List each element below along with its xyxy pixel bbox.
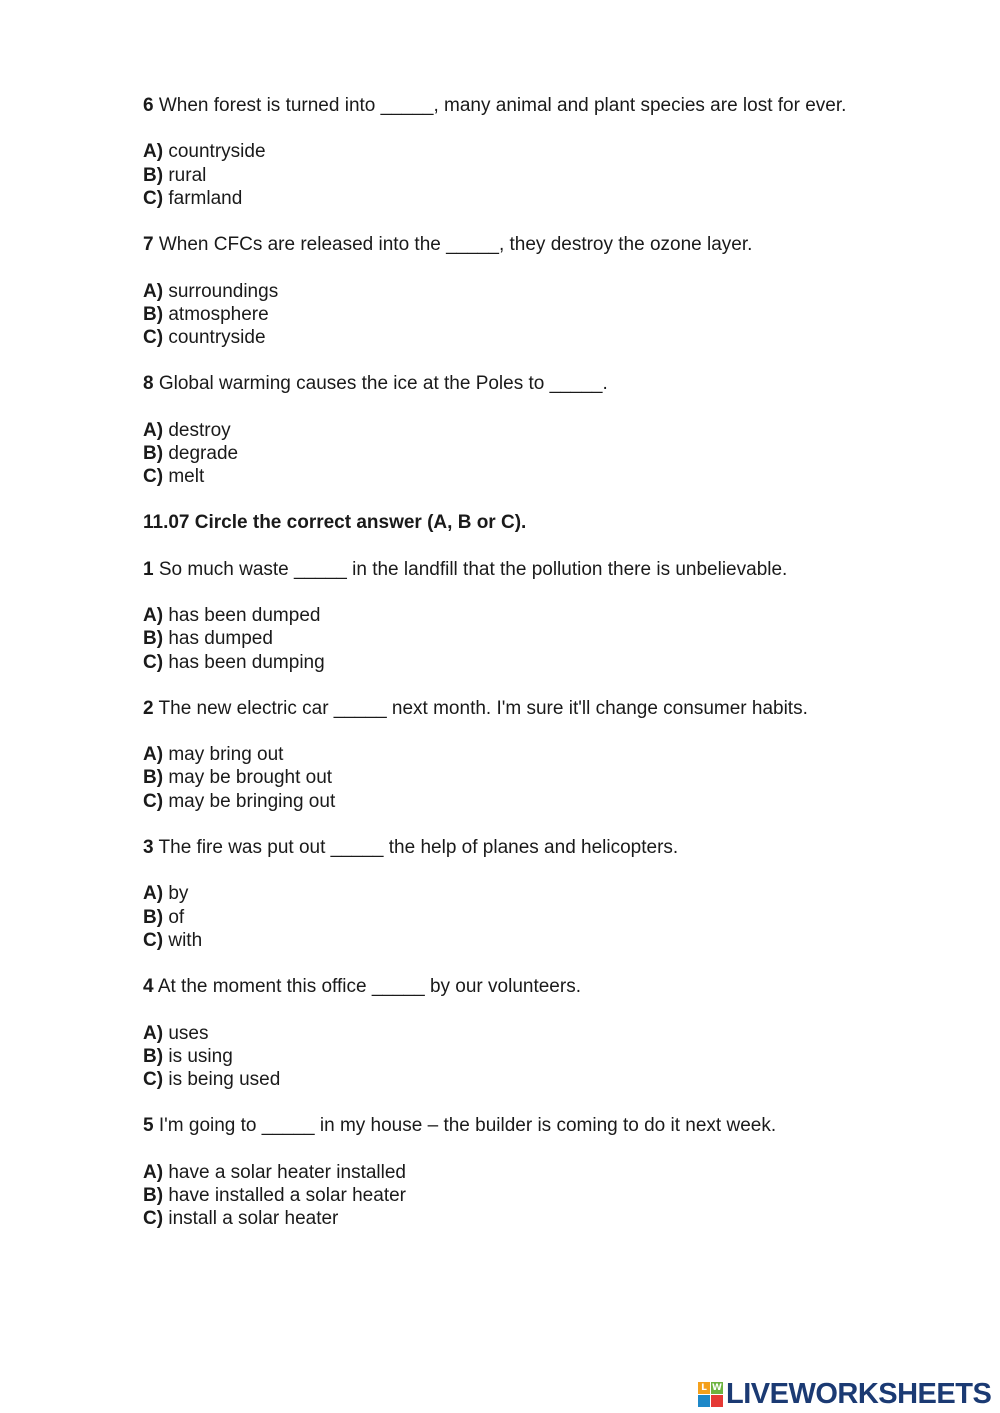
answer-option[interactable] — [143, 743, 963, 766]
worksheet — [143, 94, 963, 1230]
option-text: surroundings — [168, 280, 279, 302]
question-text: The new electric car _____ next month. I'm sure it'll change consumer habits. — [158, 697, 808, 719]
option-text: may be brought out — [168, 767, 333, 789]
question — [143, 372, 963, 488]
option-text: have installed a solar heater — [168, 1184, 406, 1206]
option-text: atmosphere — [168, 303, 269, 325]
question — [143, 836, 963, 952]
question-number: 3 — [143, 837, 154, 858]
option-text: melt — [168, 466, 205, 487]
question — [143, 558, 963, 674]
option-letter: A) — [143, 141, 164, 163]
answer-option[interactable] — [143, 187, 963, 210]
answer-option[interactable] — [143, 1022, 963, 1045]
option-text: by — [168, 883, 189, 905]
question-text: When CFCs are released into the _____, they destroy the ozone layer. — [158, 234, 753, 256]
question — [143, 697, 963, 813]
question-number: 2 — [143, 697, 154, 719]
option-letter: B) — [143, 767, 164, 789]
question — [143, 233, 963, 349]
option-letter: C) — [143, 929, 164, 951]
option-text: destroy — [168, 419, 231, 441]
option-text: has been dumped — [168, 605, 321, 627]
option-letter: C) — [143, 187, 164, 209]
answer-option[interactable] — [143, 1068, 963, 1091]
answer-option[interactable] — [143, 766, 963, 789]
logo-tile: L — [698, 1382, 710, 1394]
question-number: 7 — [143, 234, 154, 256]
option-letter: A) — [143, 883, 164, 905]
question-text: At the moment this office _____ by our volunteers. — [157, 976, 581, 998]
option-text: uses — [168, 1022, 209, 1044]
option-letter: B) — [143, 303, 164, 325]
option-text: degrade — [168, 442, 239, 464]
option-text: with — [168, 929, 203, 951]
option-letter: B) — [143, 1045, 164, 1067]
option-text: has been dumping — [168, 651, 325, 673]
answer-option[interactable] — [143, 627, 963, 650]
answer-option[interactable] — [143, 419, 963, 442]
option-text: is using — [168, 1045, 233, 1067]
answer-option[interactable] — [143, 164, 963, 187]
option-text: may bring out — [168, 744, 284, 766]
option-text: has dumped — [168, 628, 273, 650]
question-text: When forest is turned into _____, many animal and plant species are lost for ever. — [158, 95, 847, 116]
answer-option[interactable] — [143, 465, 963, 488]
question-text: So much waste _____ in the landfill that the pollution there is unbelievable. — [158, 558, 788, 580]
option-text: countryside — [168, 326, 266, 348]
answer-option[interactable] — [143, 303, 963, 326]
option-letter: B) — [143, 628, 164, 650]
option-text: of — [168, 906, 185, 928]
option-letter: C) — [143, 790, 164, 812]
question — [143, 975, 963, 1091]
answer-option[interactable] — [143, 1184, 963, 1207]
logo-tile — [711, 1395, 723, 1407]
option-text: install a solar heater — [168, 1208, 339, 1229]
option-letter: A) — [143, 419, 164, 441]
answer-option[interactable] — [143, 604, 963, 627]
answer-option[interactable] — [143, 882, 963, 905]
answer-option[interactable] — [143, 1207, 963, 1230]
question-text: I'm going to _____ in my house – the builder is coming to do it next week. — [158, 1115, 777, 1137]
answer-option[interactable] — [143, 1045, 963, 1068]
option-letter: B) — [143, 906, 164, 928]
option-letter: A) — [143, 605, 164, 627]
option-letter: C) — [143, 651, 164, 673]
answer-option[interactable] — [143, 651, 963, 674]
question — [143, 1114, 963, 1230]
option-letter: A) — [143, 1161, 164, 1183]
option-letter: C) — [143, 466, 164, 487]
logo-mark-icon — [698, 1382, 723, 1407]
option-text: rural — [168, 164, 207, 186]
answer-option[interactable] — [143, 280, 963, 303]
option-text: farmland — [168, 187, 243, 209]
answer-option[interactable] — [143, 1161, 963, 1184]
option-letter: A) — [143, 280, 164, 302]
liveworksheets-logo — [698, 1377, 991, 1411]
option-letter: C) — [143, 326, 164, 348]
question-text: The fire was put out _____ the help of planes and helicopters. — [158, 837, 679, 858]
answer-option[interactable] — [143, 326, 963, 349]
option-letter: A) — [143, 744, 164, 766]
option-text: is being used — [168, 1068, 281, 1090]
answer-option[interactable] — [143, 790, 963, 813]
question — [143, 94, 963, 210]
option-letter: A) — [143, 1022, 164, 1044]
answer-option[interactable] — [143, 140, 963, 163]
section-heading: 11.07 Circle the correct answer (A, B or C). — [143, 512, 527, 534]
option-letter: C) — [143, 1208, 164, 1229]
logo-tile: W — [712, 1382, 722, 1393]
logo-tile — [698, 1395, 710, 1407]
option-text: countryside — [168, 141, 266, 163]
question-number: 4 — [143, 976, 154, 998]
question-number: 8 — [143, 373, 154, 395]
option-text: may be bringing out — [168, 790, 336, 812]
question-number: 5 — [143, 1115, 154, 1137]
answer-option[interactable] — [143, 906, 963, 929]
question-text: Global warming causes the ice at the Poles to _____. — [158, 373, 608, 395]
option-letter: B) — [143, 442, 164, 464]
option-letter: B) — [143, 1184, 164, 1206]
question-number: 1 — [143, 558, 154, 580]
question-number: 6 — [143, 95, 154, 116]
answer-option[interactable] — [143, 442, 963, 465]
option-text: have a solar heater installed — [168, 1161, 406, 1183]
logo-text: LIVEWORKSHEETS — [726, 1377, 992, 1410]
answer-option[interactable] — [143, 929, 963, 952]
option-letter: C) — [143, 1068, 164, 1090]
option-letter: B) — [143, 164, 164, 186]
